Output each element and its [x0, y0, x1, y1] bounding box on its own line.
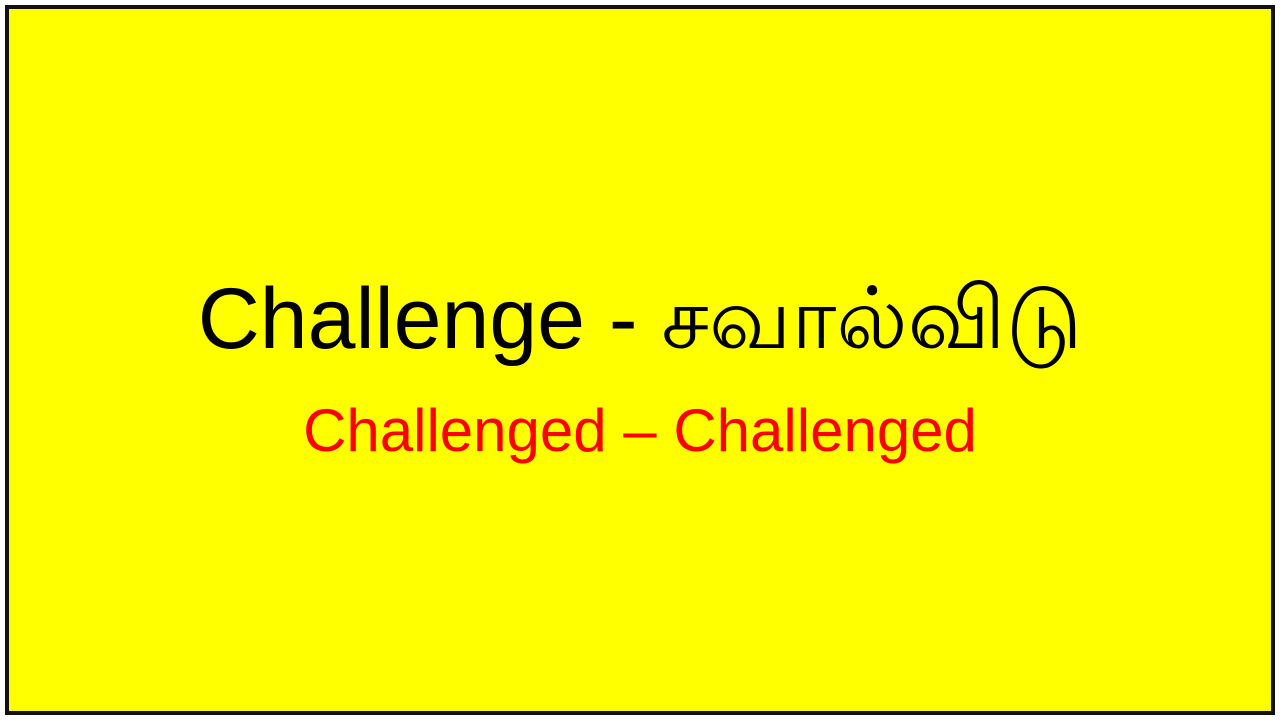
- slide-card: [5, 5, 1275, 715]
- headline-word-translation: Challenge - சவால்விடு: [197, 271, 1083, 367]
- text-block: [9, 264, 1271, 466]
- verb-forms-line: Challenged – Challenged: [303, 397, 977, 464]
